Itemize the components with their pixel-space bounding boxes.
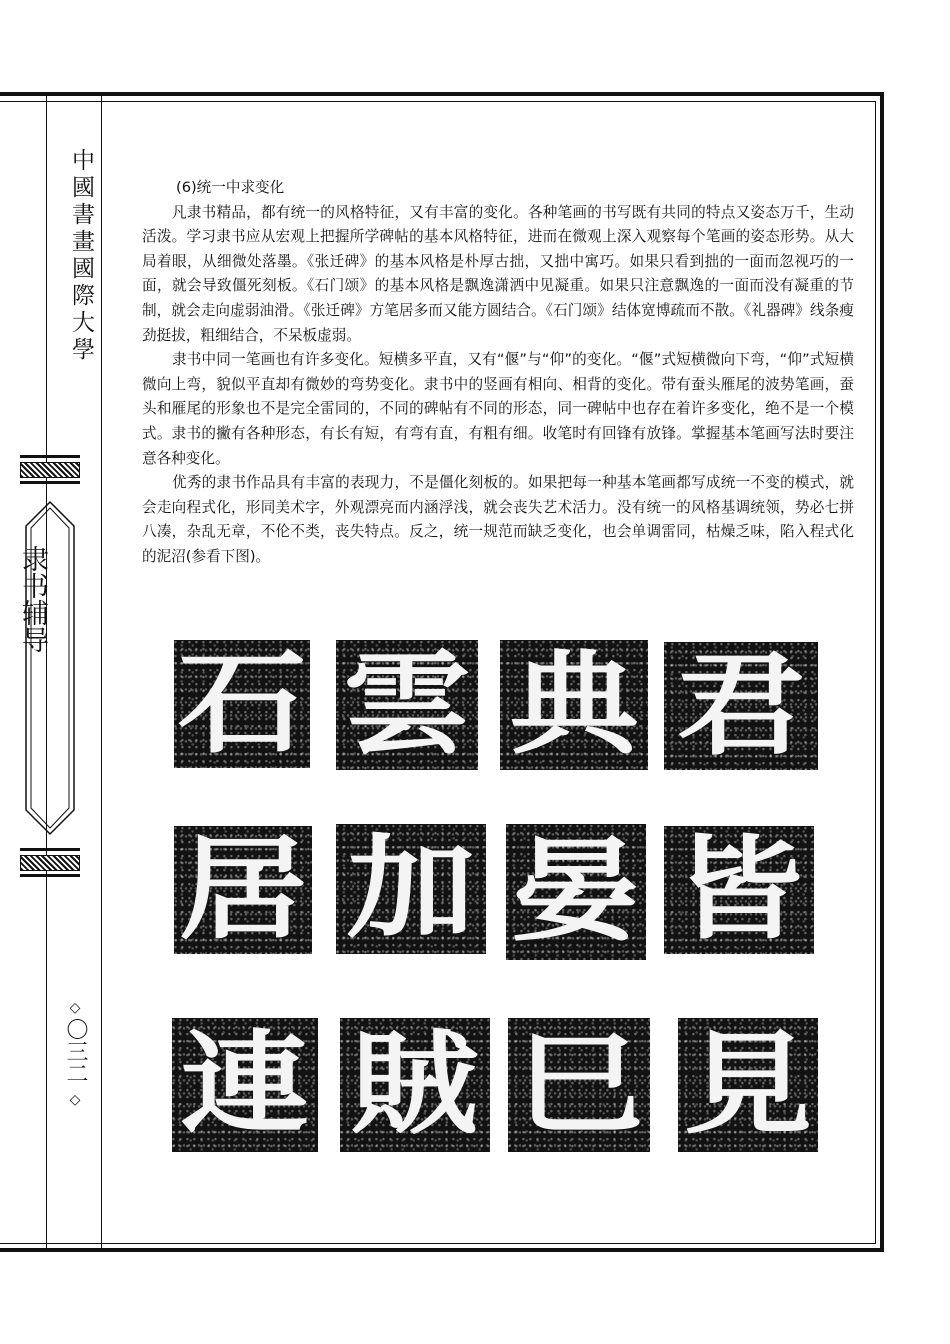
rubbing-image <box>172 1018 318 1152</box>
frame-border-top <box>0 92 884 96</box>
rubbing-image <box>678 1018 818 1152</box>
rubbing-character: 見 <box>683 1019 813 1150</box>
frame-inner-line-top <box>0 101 875 102</box>
frame-border-bottom <box>0 1248 884 1252</box>
page-number: 〇三二 <box>63 1018 88 1084</box>
rubbing-character: 君 <box>676 642 806 770</box>
section-title: 隶书辅导 <box>17 545 48 653</box>
rubbing-image <box>336 824 486 954</box>
university-name: 中國書畫國際大學 <box>68 148 94 364</box>
ornament-rule <box>20 455 80 458</box>
rubbing-character: 巳 <box>514 1019 644 1150</box>
frame-inner-line-bottom <box>0 1243 876 1244</box>
rubbing-image <box>174 826 312 954</box>
rubbing-character: 居 <box>178 826 308 954</box>
rubbing-image <box>340 1018 490 1152</box>
rubbing-character: 賊 <box>350 1019 480 1150</box>
page-number-block <box>60 998 90 1110</box>
rubbing-character: 雲 <box>342 640 472 770</box>
ornament-rule <box>20 848 80 851</box>
paragraph: 优秀的隶书作品具有丰富的表现力，不是僵化刻板的。如果把每一种基本笔画都写成统一不变的模式，就会走向程式化，形同美术字，外观漂亮而内涵浮浅，就会丧失艺术活力。没有统一的风格基调统领，势必七拼八凑，杂乱无章，不伦不类，丧失特点。反之，统一规范而缺乏变化，也会单调雷同，枯燥乏味，陷入程式化的泥沼(参看下图)。 <box>142 474 854 565</box>
ornament-hatch-band <box>20 462 80 478</box>
sidebar-rule-right <box>101 96 102 1248</box>
rubbing-image <box>664 642 818 770</box>
rubbing-image <box>500 640 648 770</box>
diamond-icon: ◇ <box>69 1092 81 1108</box>
frame-inner-line-right <box>875 101 876 1243</box>
frame-border-right <box>880 92 884 1252</box>
diamond-icon: ◇ <box>69 1000 81 1016</box>
rubbing-character: 石 <box>177 640 307 768</box>
rubbing-character: 加 <box>346 824 476 954</box>
rubbing-character: 皆 <box>674 826 804 954</box>
ornament-rule <box>20 481 80 484</box>
rubbing-image <box>664 826 814 954</box>
rubbing-image <box>506 824 646 960</box>
ornament-rule <box>20 874 80 877</box>
rubbing-image <box>508 1018 650 1152</box>
main-text <box>142 176 854 570</box>
section-heading: (6)统一中求变化 <box>176 179 285 196</box>
rubbing-character: 連 <box>180 1019 310 1150</box>
paragraph: 隶书中同一笔画也有许多变化。短横多平直，又有“偃”与“仰”的变化。“偃”式短横微向下弯，“仰”式短横微向上弯，貌似平直却有微妙的弯势变化。隶书中的竖画有相向、相背的变化。带有蚕头雁尾的波势笔画，蚕头和雁尾的形象也不是完全雷同的，不同的碑帖有不同的形态，同一碑帖中也存在着许多变化，绝不是一个模式。隶书的撇有各种形态，有长有短，有弯有直，有粗有细。收笔时有回锋有放锋。掌握基本笔画写法时要注意各种变化。 <box>142 351 854 467</box>
ornament-hatch-band <box>20 855 80 871</box>
paragraph: 凡隶书精品，都有统一的风格特征，又有丰富的变化。各种笔画的书写既有共同的特点又姿态万千，生动活泼。学习隶书应从宏观上把握所学碑帖的基本风格特征，进而在微观上深入观察每个笔画的姿态形势。从大局着眼，从细微处落墨。《张迁碑》的基本风格是朴厚古拙，又拙中寓巧。如果只看到拙的一面而忽视巧的一面，就会导致僵死刻板。《石门颂》的基本风格是飘逸潇洒中见凝重。如果只注意飘逸的一面而没有凝重的节制，就会走向虚弱油滑。《张迁碑》方笔居多而又能方圆结合。《石门颂》结体宽博疏而不散。《礼器碑》线条瘦劲挺拔，粗细结合，不呆板虚弱。 <box>142 203 854 344</box>
rubbing-character: 典 <box>509 640 639 770</box>
rubbing-image <box>174 640 310 768</box>
rubbing-image <box>336 640 478 770</box>
rubbing-character: 晏 <box>511 826 641 957</box>
